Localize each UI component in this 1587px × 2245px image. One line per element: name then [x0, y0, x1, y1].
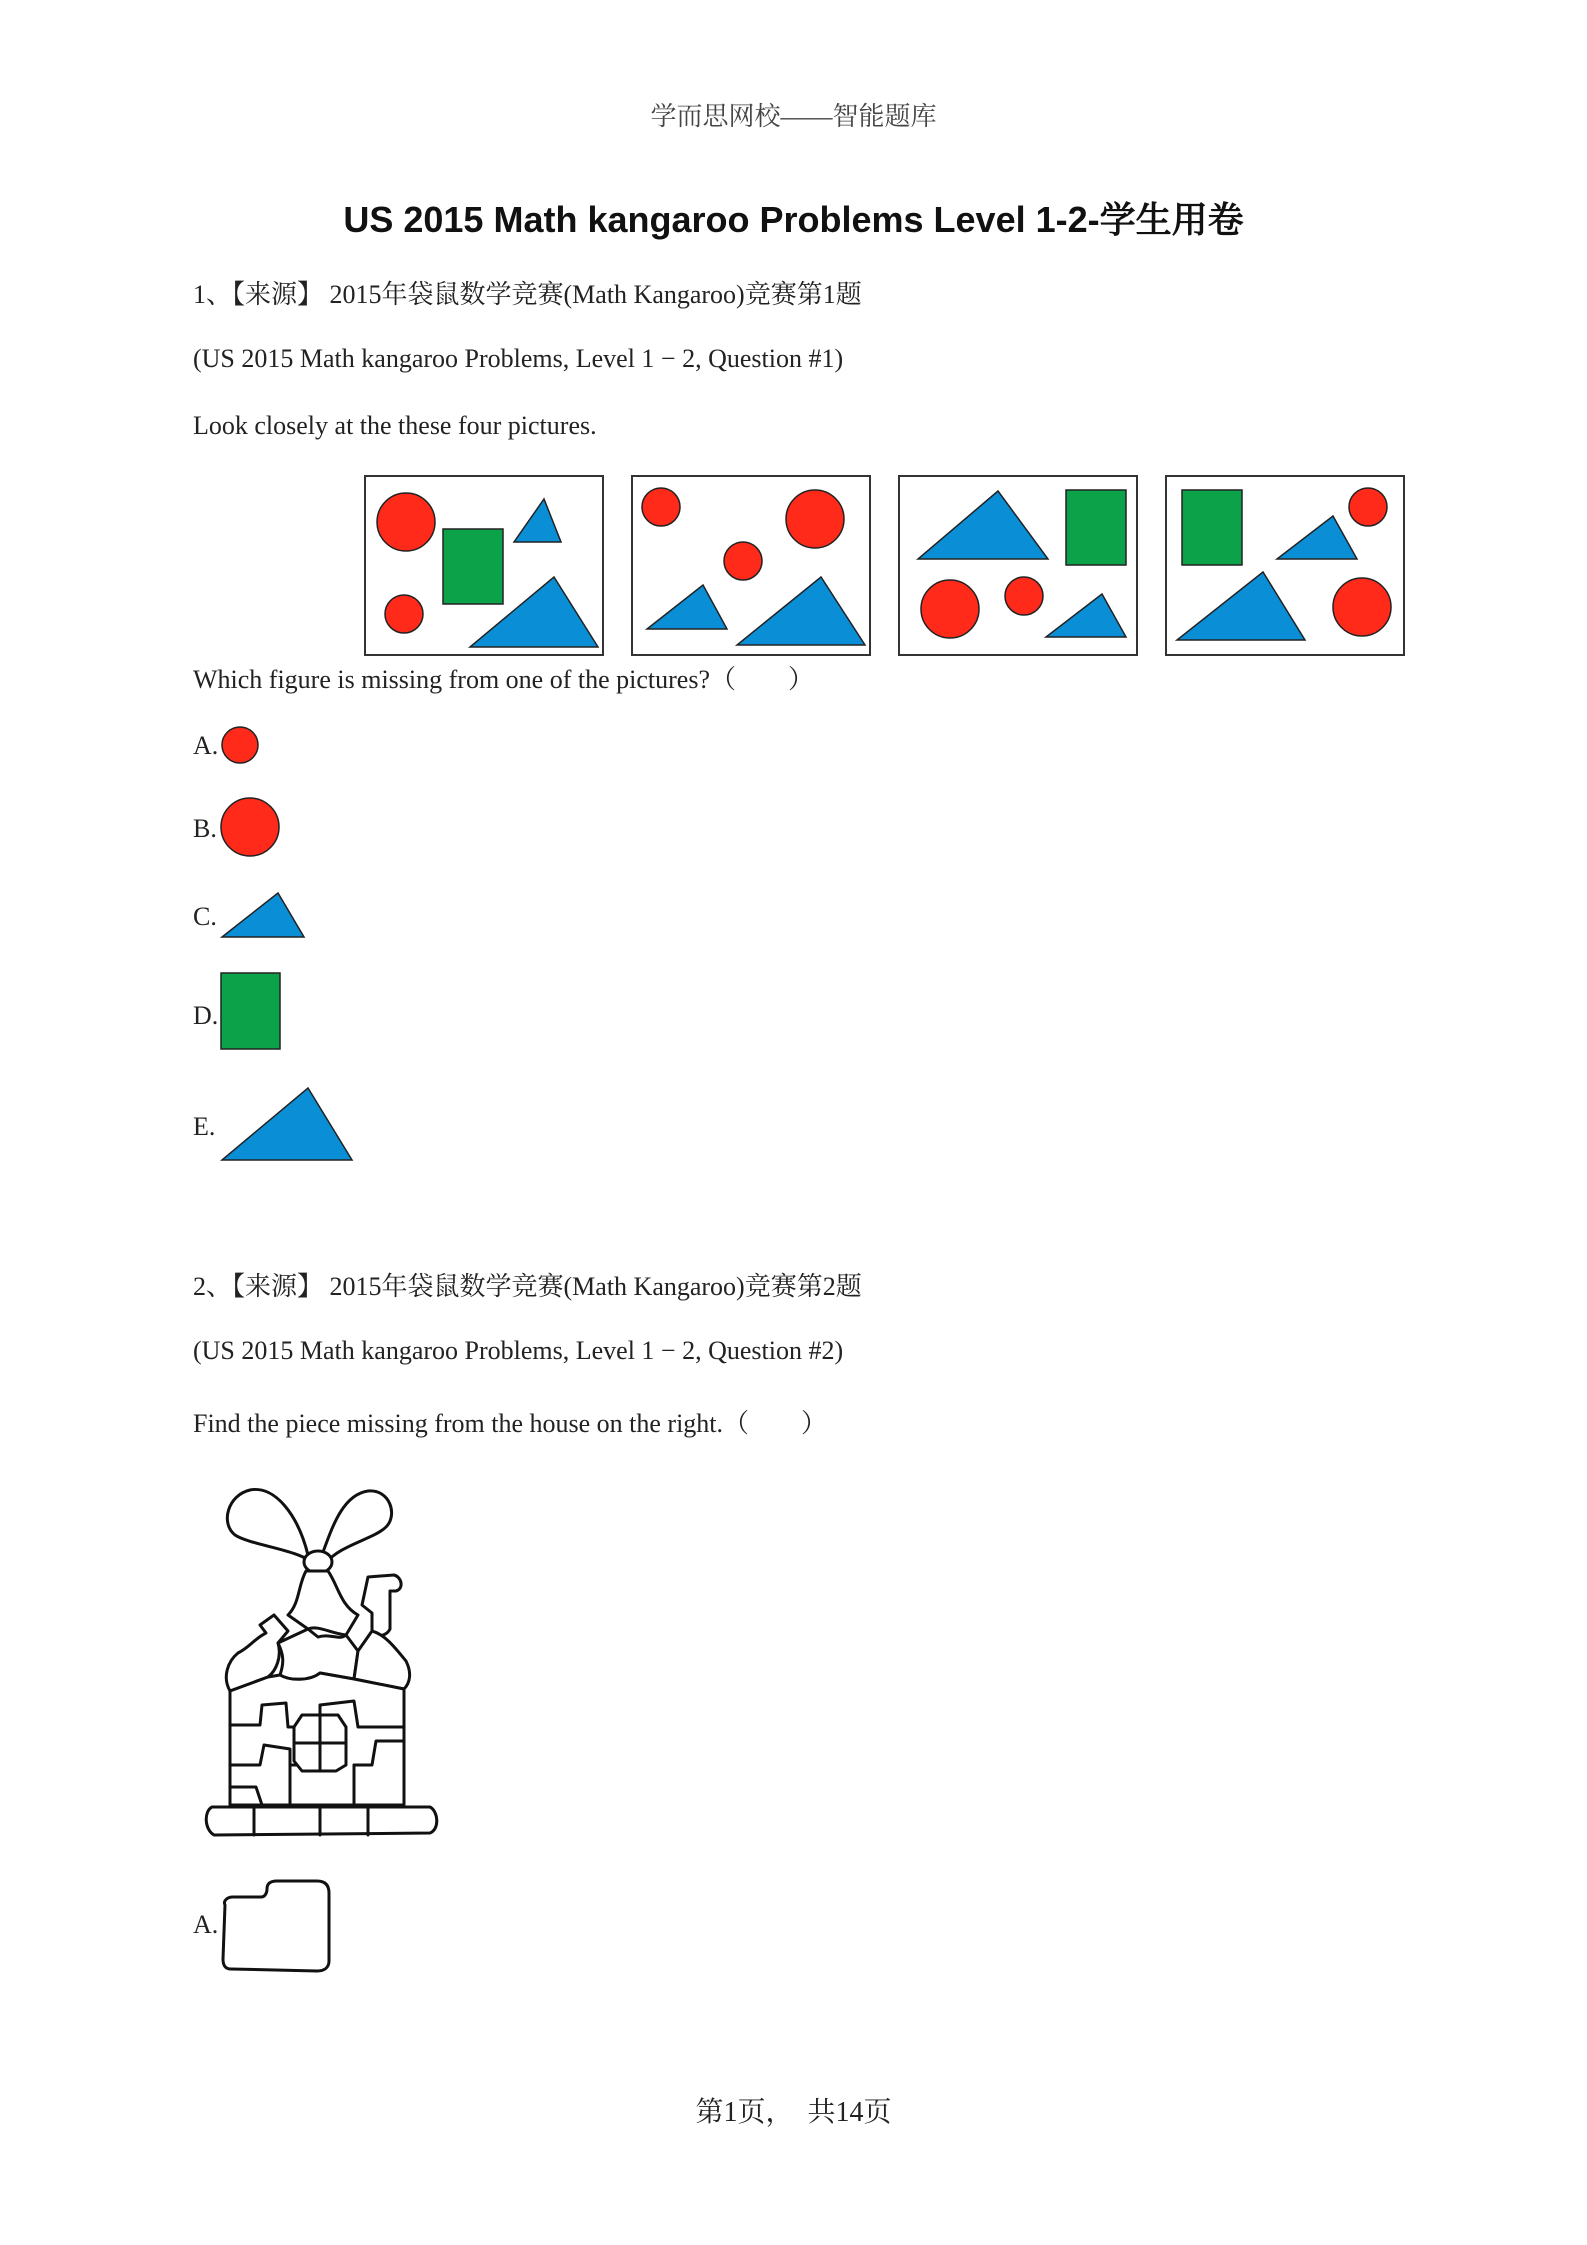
q1-question: Which figure is missing from one of the pictures?（ ）: [193, 665, 814, 694]
q1-source: 1、【来源】 2015年袋鼠数学竞赛(Math Kangaroo)竞赛第1题: [193, 280, 862, 309]
picture-1-shapes: [366, 477, 602, 654]
green-rectangle: [443, 529, 503, 604]
option-e-big-triangle-icon[interactable]: [220, 1086, 356, 1164]
page-footer: 第1页， 共14页: [695, 2097, 892, 2128]
q2-reference: (US 2015 Math kangaroo Problems, Level 1 − 2, Question #2): [193, 1336, 844, 1365]
q1-option-e-label[interactable]: E.: [193, 1112, 216, 1141]
option-a-small-circle-icon[interactable]: [221, 726, 261, 766]
red-circle: [1349, 488, 1387, 526]
q1-option-c-label[interactable]: C.: [193, 902, 217, 931]
blue-triangle: [1177, 572, 1305, 640]
q1-reference: (US 2015 Math kangaroo Problems, Level 1 − 2, Question #1): [193, 344, 844, 373]
green-rectangle: [1182, 490, 1242, 565]
blue-triangle: [1277, 516, 1357, 559]
red-circle: [921, 580, 979, 638]
q2-prompt: Find the piece missing from the house on the right.（ ）: [193, 1409, 828, 1438]
option-d-green-rectangle-icon[interactable]: [220, 972, 284, 1052]
blue-triangle: [514, 499, 561, 542]
q1-option-b-label[interactable]: B.: [193, 814, 217, 843]
option-c-small-triangle-icon[interactable]: [220, 891, 310, 941]
red-circle: [786, 490, 844, 548]
q1-prompt: Look closely at the these four pictures.: [193, 411, 597, 440]
blue-triangle: [647, 585, 727, 629]
red-circle: [642, 488, 680, 526]
picture-2-shapes: [633, 477, 869, 654]
picture-4-shapes: [1167, 477, 1403, 654]
red-circle: [1005, 577, 1043, 615]
q1-option-a-label[interactable]: A.: [193, 731, 219, 760]
red-circle: [1333, 578, 1391, 636]
q1-option-d-label[interactable]: D.: [193, 1001, 219, 1030]
q2-source: 2、【来源】 2015年袋鼠数学竞赛(Math Kangaroo)竞赛第2题: [193, 1272, 862, 1301]
q2-option-a-label[interactable]: A.: [193, 1910, 219, 1939]
option-a-puzzle-piece-icon[interactable]: [219, 1877, 333, 1973]
blue-triangle: [918, 491, 1048, 559]
q1-picture-4: [1165, 475, 1405, 656]
blue-triangle: [1046, 594, 1126, 637]
q1-picture-3: [898, 475, 1138, 656]
picture-3-shapes: [900, 477, 1136, 654]
q1-picture-2: [631, 475, 871, 656]
red-circle: [377, 493, 435, 551]
option-b-big-circle-icon[interactable]: [220, 797, 282, 859]
q1-picture-1: [364, 475, 604, 656]
page-title: US 2015 Math kangaroo Problems Level 1-2-学生用卷: [343, 199, 1244, 240]
red-circle: [385, 595, 423, 633]
page-header: 学而思网校——智能题库: [650, 102, 937, 131]
red-circle: [724, 542, 762, 580]
blue-triangle: [737, 577, 865, 645]
green-rectangle: [1066, 490, 1126, 565]
house-puzzle-picture: [190, 1465, 450, 1845]
